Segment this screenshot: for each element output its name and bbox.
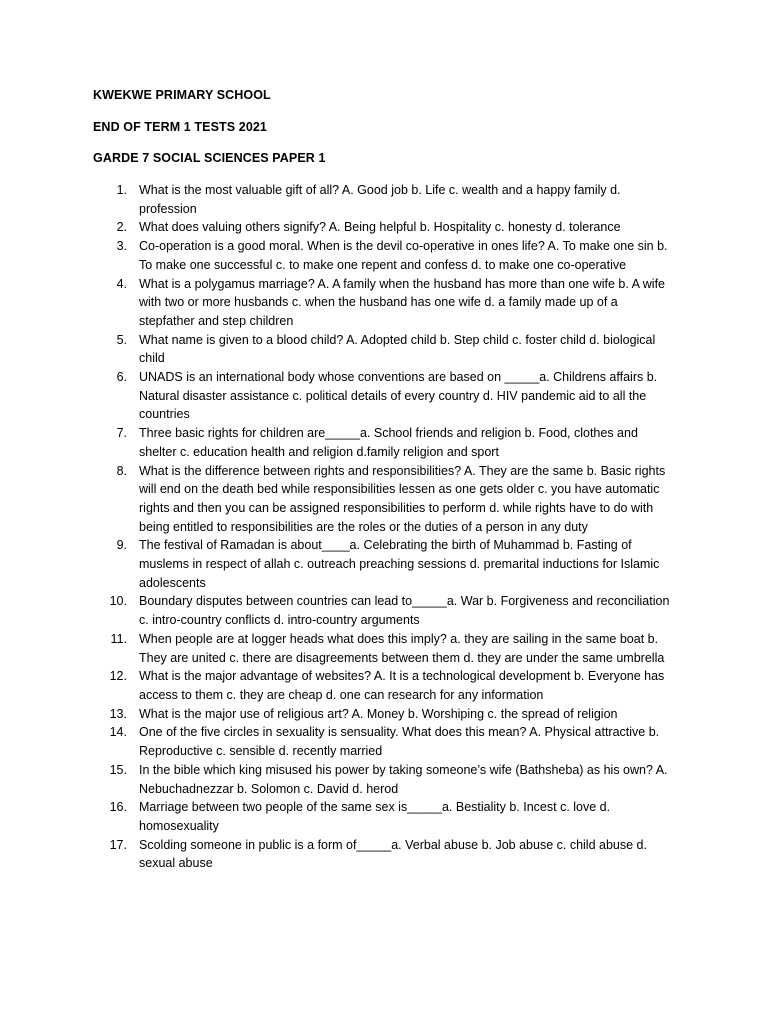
question-number: 7. (116, 426, 127, 441)
question-text: The festival of Ramadan is about____a. Celebrating the birth of Muhammad b. Fasting of muslems in respect of allah c. outreach preaching sessions d. premarital inductions for Islamic adolescents (139, 538, 660, 590)
question-number: 12. (109, 669, 127, 684)
question-text: Three basic rights for children are_____a. School friends and religion b. Food, clothes and shelter c. education health and religion d.family religion and sport (139, 426, 638, 459)
question-text: What is the difference between rights and responsibilities? A. They are the same b. Basic rights will end on the death bed while responsibilities lessen as one gets older c. you have automatic rights and then you can be assigned responsibilities to perform d. while rights have to do with being entitled to responsibilities are the roles or the duties of a person in any duty (139, 463, 666, 534)
question-number: 1. (116, 183, 127, 197)
question-text: What is a polygamus marriage? A. A family when the husband has more than one wife b. A wife with two or more husbands c. when the husband has one wife d. a family made up of a stepfather and step children (139, 276, 665, 328)
question-number: 17. (109, 837, 127, 852)
question-text: What is the most valuable gift of all? A. Good job b. Life c. wealth and a happy family d. profession (139, 183, 621, 216)
question-item (0, 723, 768, 760)
question-text: UNADS is an international body whose conventions are based on _____a. Childrens affairs b. Natural disaster assistance c. political details of every country d. HIV pandemic aid to all the countries (139, 370, 658, 422)
question-item (0, 368, 768, 424)
question-item (0, 237, 768, 274)
question-number: 14. (109, 725, 127, 740)
question-item (0, 536, 768, 592)
question-text: Marriage between two people of the same sex is_____a. Bestiality b. Incest c. love d. homosexuality (139, 800, 611, 833)
question-number: 5. (116, 332, 127, 347)
question-item (0, 761, 768, 798)
question-number: 2. (116, 220, 127, 235)
question-item (0, 462, 768, 537)
question-text: What does valuing others signify? A. Being helpful b. Hospitality c. honesty d. tolerance (139, 220, 621, 235)
question-number: 8. (116, 463, 127, 478)
question-item (0, 424, 768, 461)
question-item (0, 798, 768, 835)
question-item (0, 667, 768, 704)
question-text: When people are at logger heads what does this imply? a. they are sailing in the same boat b. They are united c. there are disagreements between them d. they are under the same umbrella (139, 631, 665, 665)
question-item (0, 630, 768, 667)
test-title: END OF TERM 1 TESTS 2021 (93, 120, 267, 134)
question-number: 13. (109, 706, 127, 721)
question-number: 6. (116, 370, 127, 385)
question-text: One of the five circles in sexuality is sensuality. What does this mean? A. Physical attractive b. Reproductive c. sensible d. recently married (139, 725, 660, 759)
question-number: 15. (109, 762, 127, 777)
question-text: In the bible which king misused his power by taking someone’s wife (Bathsheba) as his own? A. Nebuchadnezzar b. Solomon c. David d. herod (139, 762, 668, 796)
question-text: What is the major advantage of websites? A. It is a technological development b. Everyone has access to them c. they are cheap d. one can research for any information (139, 669, 665, 702)
school-name: KWEKWE PRIMARY SCHOOL (93, 88, 271, 102)
question-item (0, 275, 768, 331)
question-item (0, 331, 768, 368)
question-number: 10. (109, 594, 127, 609)
question-text: Co-operation is a good moral. When is the devil co-operative in ones life? A. To make one sin b. To make one successful c. to make one repent and confess d. to make one co-operative (139, 239, 668, 272)
question-item (0, 836, 768, 873)
question-item (0, 705, 768, 724)
question-item (0, 218, 768, 237)
question-list (0, 181, 768, 873)
question-number: 16. (109, 800, 127, 815)
question-number: 9. (116, 538, 127, 553)
question-number: 4. (116, 276, 127, 291)
question-number: 11. (110, 631, 127, 646)
question-text: Boundary disputes between countries can lead to_____a. War b. Forgiveness and reconciliation c. intro-country conflicts d. intro-country arguments (139, 594, 670, 628)
question-item (0, 592, 768, 629)
paper-title: GARDE 7 SOCIAL SCIENCES PAPER 1 (93, 151, 326, 165)
question-text: What name is given to a blood child? A. Adopted child b. Step child c. foster child d. biological child (139, 332, 656, 366)
question-item (0, 181, 768, 218)
question-text: What is the major use of religious art? A. Money b. Worshiping c. the spread of religion (139, 706, 618, 721)
question-number: 3. (116, 239, 127, 254)
question-text: Scolding someone in public is a form of_____a. Verbal abuse b. Job abuse c. child abuse d. sexual abuse (139, 837, 647, 871)
